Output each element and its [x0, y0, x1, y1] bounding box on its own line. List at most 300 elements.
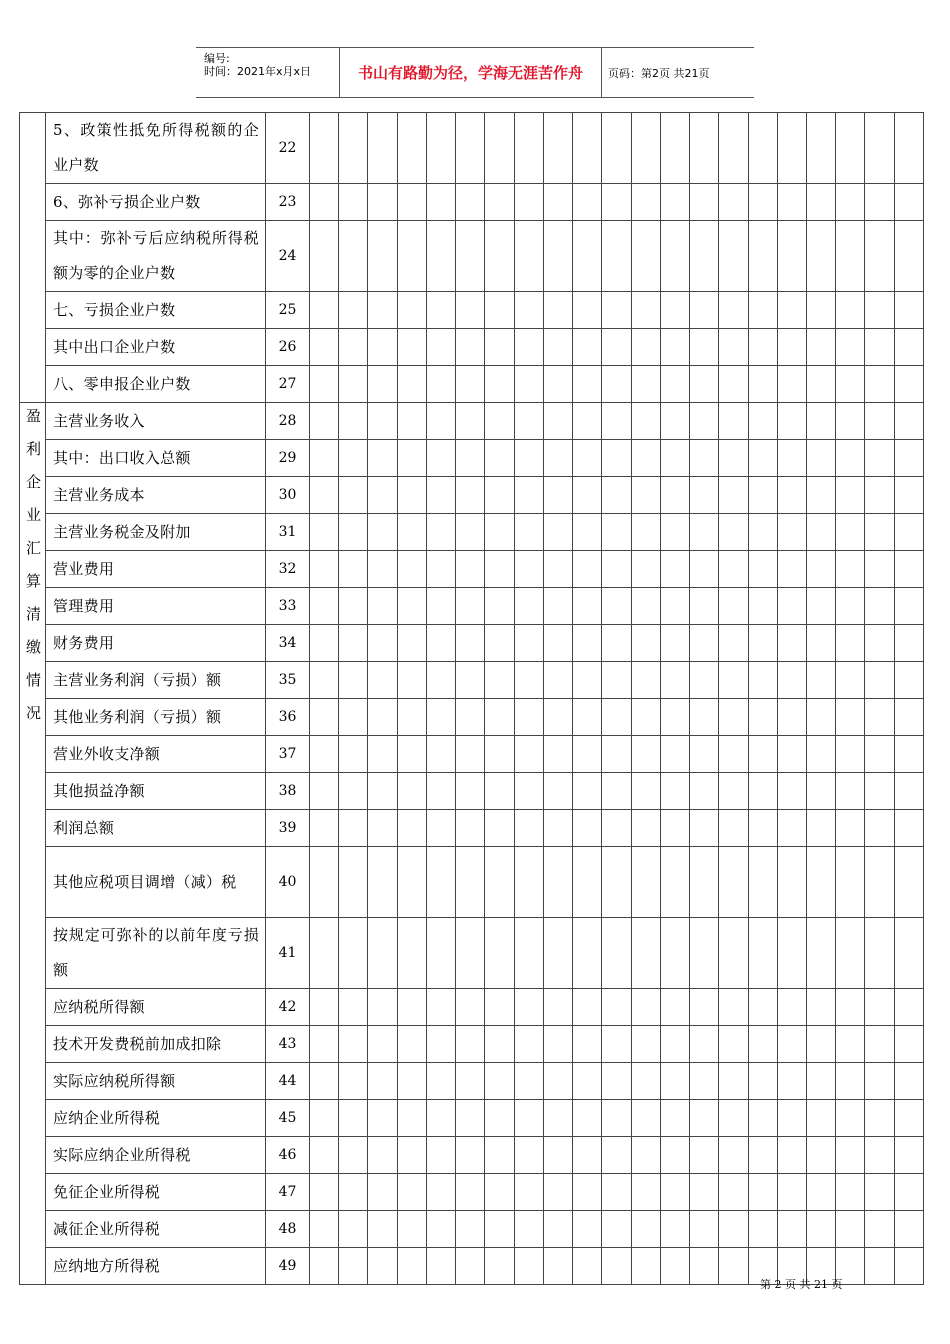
data-cell[interactable] [806, 1026, 835, 1063]
data-cell[interactable] [485, 329, 514, 366]
data-cell[interactable] [602, 329, 631, 366]
data-cell[interactable] [690, 440, 719, 477]
data-cell[interactable] [777, 514, 806, 551]
data-cell[interactable] [894, 403, 923, 440]
data-cell[interactable] [514, 1100, 543, 1137]
data-cell[interactable] [485, 292, 514, 329]
data-cell[interactable] [894, 514, 923, 551]
data-cell[interactable] [748, 699, 777, 736]
data-cell[interactable] [631, 477, 660, 514]
data-cell[interactable] [806, 440, 835, 477]
data-cell[interactable] [339, 1211, 368, 1248]
data-cell[interactable] [485, 736, 514, 773]
data-cell[interactable] [456, 662, 485, 699]
data-cell[interactable] [397, 1063, 426, 1100]
data-cell[interactable] [806, 918, 835, 989]
data-cell[interactable] [573, 514, 602, 551]
data-cell[interactable] [690, 113, 719, 184]
data-cell[interactable] [690, 1026, 719, 1063]
data-cell[interactable] [543, 551, 572, 588]
data-cell[interactable] [631, 847, 660, 918]
data-cell[interactable] [836, 184, 865, 221]
data-cell[interactable] [456, 403, 485, 440]
data-cell[interactable] [426, 403, 455, 440]
data-cell[interactable] [660, 1248, 689, 1285]
data-cell[interactable] [660, 514, 689, 551]
data-cell[interactable] [426, 773, 455, 810]
data-cell[interactable] [806, 810, 835, 847]
data-cell[interactable] [660, 736, 689, 773]
data-cell[interactable] [690, 514, 719, 551]
data-cell[interactable] [865, 1063, 894, 1100]
data-cell[interactable] [456, 1026, 485, 1063]
data-cell[interactable] [836, 440, 865, 477]
data-cell[interactable] [806, 1137, 835, 1174]
data-cell[interactable] [339, 588, 368, 625]
data-cell[interactable] [894, 918, 923, 989]
data-cell[interactable] [368, 366, 397, 403]
data-cell[interactable] [514, 736, 543, 773]
data-cell[interactable] [806, 662, 835, 699]
data-cell[interactable] [865, 477, 894, 514]
data-cell[interactable] [894, 1137, 923, 1174]
data-cell[interactable] [690, 1063, 719, 1100]
data-cell[interactable] [514, 1063, 543, 1100]
data-cell[interactable] [777, 113, 806, 184]
data-cell[interactable] [865, 329, 894, 366]
data-cell[interactable] [806, 1174, 835, 1211]
data-cell[interactable] [631, 588, 660, 625]
data-cell[interactable] [397, 847, 426, 918]
data-cell[interactable] [660, 662, 689, 699]
data-cell[interactable] [310, 366, 339, 403]
data-cell[interactable] [777, 477, 806, 514]
data-cell[interactable] [836, 810, 865, 847]
data-cell[interactable] [690, 588, 719, 625]
data-cell[interactable] [310, 1063, 339, 1100]
data-cell[interactable] [602, 403, 631, 440]
data-cell[interactable] [310, 918, 339, 989]
data-cell[interactable] [777, 918, 806, 989]
data-cell[interactable] [310, 773, 339, 810]
data-cell[interactable] [514, 1137, 543, 1174]
data-cell[interactable] [865, 514, 894, 551]
data-cell[interactable] [631, 699, 660, 736]
data-cell[interactable] [426, 329, 455, 366]
data-cell[interactable] [602, 551, 631, 588]
data-cell[interactable] [865, 736, 894, 773]
data-cell[interactable] [602, 1248, 631, 1285]
data-cell[interactable] [310, 1026, 339, 1063]
data-cell[interactable] [777, 810, 806, 847]
data-cell[interactable] [748, 403, 777, 440]
data-cell[interactable] [368, 221, 397, 292]
data-cell[interactable] [748, 847, 777, 918]
data-cell[interactable] [397, 736, 426, 773]
data-cell[interactable] [631, 1063, 660, 1100]
data-cell[interactable] [631, 440, 660, 477]
data-cell[interactable] [573, 1026, 602, 1063]
data-cell[interactable] [573, 221, 602, 292]
data-cell[interactable] [865, 221, 894, 292]
data-cell[interactable] [426, 625, 455, 662]
data-cell[interactable] [485, 625, 514, 662]
data-cell[interactable] [660, 810, 689, 847]
data-cell[interactable] [660, 1137, 689, 1174]
data-cell[interactable] [397, 699, 426, 736]
data-cell[interactable] [806, 366, 835, 403]
data-cell[interactable] [456, 773, 485, 810]
data-cell[interactable] [543, 477, 572, 514]
data-cell[interactable] [865, 773, 894, 810]
data-cell[interactable] [514, 625, 543, 662]
data-cell[interactable] [339, 221, 368, 292]
data-cell[interactable] [485, 699, 514, 736]
data-cell[interactable] [748, 989, 777, 1026]
data-cell[interactable] [806, 1063, 835, 1100]
data-cell[interactable] [573, 918, 602, 989]
data-cell[interactable] [456, 1174, 485, 1211]
data-cell[interactable] [748, 1100, 777, 1137]
data-cell[interactable] [602, 440, 631, 477]
data-cell[interactable] [719, 184, 748, 221]
data-cell[interactable] [602, 113, 631, 184]
data-cell[interactable] [456, 329, 485, 366]
data-cell[interactable] [310, 847, 339, 918]
data-cell[interactable] [777, 403, 806, 440]
data-cell[interactable] [368, 292, 397, 329]
data-cell[interactable] [543, 810, 572, 847]
data-cell[interactable] [456, 1100, 485, 1137]
data-cell[interactable] [777, 1211, 806, 1248]
data-cell[interactable] [631, 1248, 660, 1285]
data-cell[interactable] [894, 366, 923, 403]
data-cell[interactable] [339, 329, 368, 366]
data-cell[interactable] [397, 918, 426, 989]
data-cell[interactable] [806, 847, 835, 918]
data-cell[interactable] [806, 1211, 835, 1248]
data-cell[interactable] [368, 329, 397, 366]
data-cell[interactable] [397, 810, 426, 847]
data-cell[interactable] [865, 292, 894, 329]
data-cell[interactable] [456, 847, 485, 918]
data-cell[interactable] [397, 588, 426, 625]
data-cell[interactable] [397, 1248, 426, 1285]
data-cell[interactable] [456, 625, 485, 662]
data-cell[interactable] [310, 1248, 339, 1285]
data-cell[interactable] [310, 989, 339, 1026]
data-cell[interactable] [426, 847, 455, 918]
data-cell[interactable] [426, 810, 455, 847]
data-cell[interactable] [602, 699, 631, 736]
data-cell[interactable] [602, 662, 631, 699]
data-cell[interactable] [485, 514, 514, 551]
data-cell[interactable] [660, 1100, 689, 1137]
data-cell[interactable] [719, 403, 748, 440]
data-cell[interactable] [310, 440, 339, 477]
data-cell[interactable] [719, 736, 748, 773]
data-cell[interactable] [836, 221, 865, 292]
data-cell[interactable] [660, 292, 689, 329]
data-cell[interactable] [426, 113, 455, 184]
data-cell[interactable] [777, 588, 806, 625]
data-cell[interactable] [426, 551, 455, 588]
data-cell[interactable] [602, 847, 631, 918]
data-cell[interactable] [485, 184, 514, 221]
data-cell[interactable] [602, 810, 631, 847]
data-cell[interactable] [894, 588, 923, 625]
data-cell[interactable] [894, 1248, 923, 1285]
data-cell[interactable] [339, 847, 368, 918]
data-cell[interactable] [543, 1137, 572, 1174]
data-cell[interactable] [748, 113, 777, 184]
data-cell[interactable] [631, 662, 660, 699]
data-cell[interactable] [836, 1063, 865, 1100]
data-cell[interactable] [339, 1026, 368, 1063]
data-cell[interactable] [426, 366, 455, 403]
data-cell[interactable] [426, 588, 455, 625]
data-cell[interactable] [456, 1248, 485, 1285]
data-cell[interactable] [748, 514, 777, 551]
data-cell[interactable] [660, 329, 689, 366]
data-cell[interactable] [894, 477, 923, 514]
data-cell[interactable] [894, 440, 923, 477]
data-cell[interactable] [894, 1174, 923, 1211]
data-cell[interactable] [339, 551, 368, 588]
data-cell[interactable] [690, 221, 719, 292]
data-cell[interactable] [485, 1100, 514, 1137]
data-cell[interactable] [573, 1137, 602, 1174]
data-cell[interactable] [719, 810, 748, 847]
data-cell[interactable] [573, 292, 602, 329]
data-cell[interactable] [836, 477, 865, 514]
data-cell[interactable] [719, 551, 748, 588]
data-cell[interactable] [865, 1100, 894, 1137]
data-cell[interactable] [368, 403, 397, 440]
data-cell[interactable] [836, 514, 865, 551]
data-cell[interactable] [719, 366, 748, 403]
data-cell[interactable] [514, 551, 543, 588]
data-cell[interactable] [690, 551, 719, 588]
data-cell[interactable] [573, 1248, 602, 1285]
data-cell[interactable] [485, 918, 514, 989]
data-cell[interactable] [368, 662, 397, 699]
data-cell[interactable] [456, 113, 485, 184]
data-cell[interactable] [748, 292, 777, 329]
data-cell[interactable] [806, 588, 835, 625]
data-cell[interactable] [602, 1100, 631, 1137]
data-cell[interactable] [426, 514, 455, 551]
data-cell[interactable] [397, 184, 426, 221]
data-cell[interactable] [485, 1211, 514, 1248]
data-cell[interactable] [339, 810, 368, 847]
data-cell[interactable] [310, 625, 339, 662]
data-cell[interactable] [660, 113, 689, 184]
data-cell[interactable] [514, 989, 543, 1026]
data-cell[interactable] [806, 1100, 835, 1137]
data-cell[interactable] [748, 810, 777, 847]
data-cell[interactable] [690, 810, 719, 847]
data-cell[interactable] [339, 1063, 368, 1100]
data-cell[interactable] [426, 184, 455, 221]
data-cell[interactable] [894, 551, 923, 588]
data-cell[interactable] [602, 588, 631, 625]
data-cell[interactable] [514, 184, 543, 221]
data-cell[interactable] [777, 184, 806, 221]
data-cell[interactable] [660, 625, 689, 662]
data-cell[interactable] [748, 221, 777, 292]
data-cell[interactable] [397, 989, 426, 1026]
data-cell[interactable] [543, 403, 572, 440]
data-cell[interactable] [514, 514, 543, 551]
data-cell[interactable] [660, 773, 689, 810]
data-cell[interactable] [426, 1174, 455, 1211]
data-cell[interactable] [660, 1063, 689, 1100]
data-cell[interactable] [573, 1211, 602, 1248]
data-cell[interactable] [719, 1026, 748, 1063]
data-cell[interactable] [719, 773, 748, 810]
data-cell[interactable] [397, 477, 426, 514]
data-cell[interactable] [865, 440, 894, 477]
data-cell[interactable] [690, 1248, 719, 1285]
data-cell[interactable] [631, 292, 660, 329]
data-cell[interactable] [631, 221, 660, 292]
data-cell[interactable] [368, 625, 397, 662]
data-cell[interactable] [719, 477, 748, 514]
data-cell[interactable] [631, 1026, 660, 1063]
data-cell[interactable] [543, 736, 572, 773]
data-cell[interactable] [631, 403, 660, 440]
data-cell[interactable] [660, 403, 689, 440]
data-cell[interactable] [426, 1100, 455, 1137]
data-cell[interactable] [514, 292, 543, 329]
data-cell[interactable] [660, 588, 689, 625]
data-cell[interactable] [573, 1100, 602, 1137]
data-cell[interactable] [748, 1137, 777, 1174]
data-cell[interactable] [690, 292, 719, 329]
data-cell[interactable] [456, 366, 485, 403]
data-cell[interactable] [339, 989, 368, 1026]
data-cell[interactable] [690, 918, 719, 989]
data-cell[interactable] [602, 292, 631, 329]
data-cell[interactable] [690, 625, 719, 662]
data-cell[interactable] [543, 588, 572, 625]
data-cell[interactable] [485, 1026, 514, 1063]
data-cell[interactable] [368, 440, 397, 477]
data-cell[interactable] [426, 699, 455, 736]
data-cell[interactable] [894, 1063, 923, 1100]
data-cell[interactable] [485, 113, 514, 184]
data-cell[interactable] [894, 1100, 923, 1137]
data-cell[interactable] [514, 403, 543, 440]
data-cell[interactable] [397, 1211, 426, 1248]
data-cell[interactable] [426, 736, 455, 773]
data-cell[interactable] [865, 403, 894, 440]
data-cell[interactable] [719, 221, 748, 292]
data-cell[interactable] [397, 625, 426, 662]
data-cell[interactable] [456, 918, 485, 989]
data-cell[interactable] [719, 292, 748, 329]
data-cell[interactable] [339, 625, 368, 662]
data-cell[interactable] [485, 662, 514, 699]
data-cell[interactable] [485, 810, 514, 847]
data-cell[interactable] [836, 662, 865, 699]
data-cell[interactable] [339, 440, 368, 477]
data-cell[interactable] [573, 847, 602, 918]
data-cell[interactable] [426, 440, 455, 477]
data-cell[interactable] [339, 1100, 368, 1137]
data-cell[interactable] [690, 773, 719, 810]
data-cell[interactable] [514, 1174, 543, 1211]
data-cell[interactable] [719, 847, 748, 918]
data-cell[interactable] [894, 292, 923, 329]
data-cell[interactable] [806, 329, 835, 366]
data-cell[interactable] [310, 551, 339, 588]
data-cell[interactable] [573, 625, 602, 662]
data-cell[interactable] [573, 588, 602, 625]
data-cell[interactable] [777, 292, 806, 329]
data-cell[interactable] [894, 736, 923, 773]
data-cell[interactable] [368, 514, 397, 551]
data-cell[interactable] [865, 810, 894, 847]
data-cell[interactable] [485, 1063, 514, 1100]
data-cell[interactable] [339, 113, 368, 184]
data-cell[interactable] [836, 1174, 865, 1211]
data-cell[interactable] [719, 1211, 748, 1248]
data-cell[interactable] [456, 440, 485, 477]
data-cell[interactable] [573, 810, 602, 847]
data-cell[interactable] [368, 1248, 397, 1285]
data-cell[interactable] [397, 1137, 426, 1174]
data-cell[interactable] [602, 1174, 631, 1211]
data-cell[interactable] [543, 773, 572, 810]
data-cell[interactable] [806, 477, 835, 514]
data-cell[interactable] [543, 989, 572, 1026]
data-cell[interactable] [777, 1137, 806, 1174]
data-cell[interactable] [543, 366, 572, 403]
data-cell[interactable] [310, 1137, 339, 1174]
data-cell[interactable] [426, 662, 455, 699]
data-cell[interactable] [368, 810, 397, 847]
data-cell[interactable] [894, 113, 923, 184]
data-cell[interactable] [514, 221, 543, 292]
data-cell[interactable] [748, 477, 777, 514]
data-cell[interactable] [397, 514, 426, 551]
data-cell[interactable] [310, 113, 339, 184]
data-cell[interactable] [865, 989, 894, 1026]
data-cell[interactable] [456, 736, 485, 773]
data-cell[interactable] [426, 918, 455, 989]
data-cell[interactable] [894, 1026, 923, 1063]
data-cell[interactable] [339, 514, 368, 551]
data-cell[interactable] [514, 1211, 543, 1248]
data-cell[interactable] [719, 329, 748, 366]
data-cell[interactable] [865, 847, 894, 918]
data-cell[interactable] [806, 184, 835, 221]
data-cell[interactable] [485, 989, 514, 1026]
data-cell[interactable] [865, 1211, 894, 1248]
data-cell[interactable] [485, 1137, 514, 1174]
data-cell[interactable] [748, 736, 777, 773]
data-cell[interactable] [310, 699, 339, 736]
data-cell[interactable] [631, 514, 660, 551]
data-cell[interactable] [748, 918, 777, 989]
data-cell[interactable] [310, 184, 339, 221]
data-cell[interactable] [339, 403, 368, 440]
data-cell[interactable] [631, 918, 660, 989]
data-cell[interactable] [748, 662, 777, 699]
data-cell[interactable] [514, 113, 543, 184]
